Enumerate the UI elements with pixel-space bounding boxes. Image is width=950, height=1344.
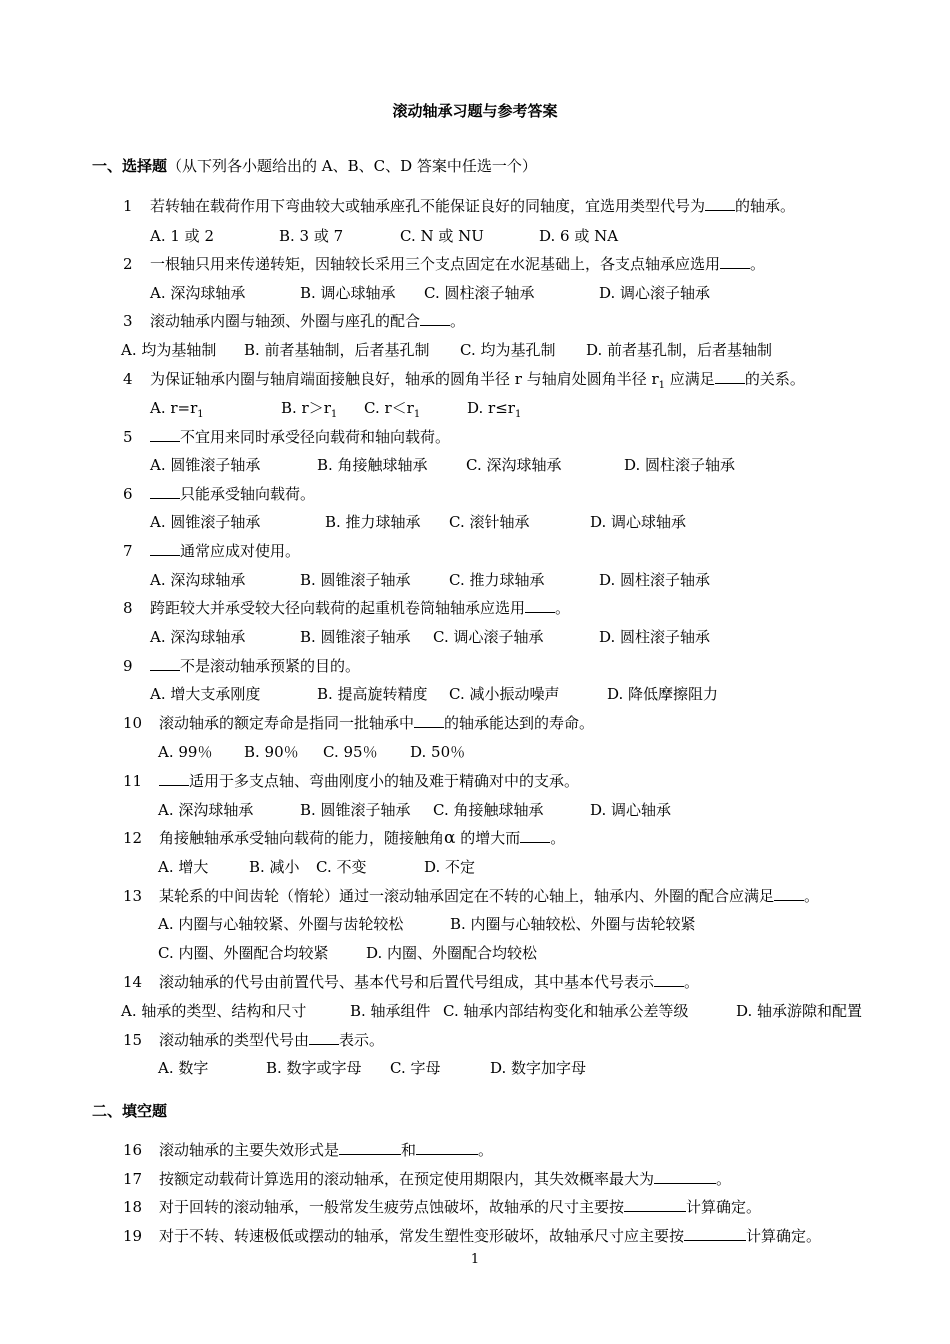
option-a: A. 深沟球轴承 [158, 801, 254, 819]
option-d: D. 轴承游隙和配置 [736, 1002, 863, 1020]
option-d: D. 调心球轴承 [590, 513, 687, 531]
question-text-end: 不是滚动轴承预紧的目的。 [180, 657, 361, 675]
question-text-end: 。 [450, 312, 466, 330]
option-d: D. 前者基孔制，后者基轴制 [586, 341, 773, 359]
question-text: 为保证轴承内圈与轴肩端面接触良好，轴承的圆角半径 r 与轴肩处圆角半径 r [150, 370, 659, 388]
question-number: 7 [123, 542, 133, 560]
option-d: D. 数字加字母 [490, 1059, 587, 1077]
option-b: B. 调心球轴承 [300, 284, 396, 302]
option-b: B. 提高旋转精度 [317, 685, 428, 703]
answer-blank [654, 1169, 716, 1184]
question-text-end: 。 [750, 255, 766, 273]
question-text-end: 只能承受轴向载荷。 [180, 485, 316, 503]
option-c: C. 字母 [390, 1059, 441, 1077]
question-number: 6 [123, 485, 133, 503]
answer-blank [654, 972, 684, 987]
option-a: A. 99％ [158, 743, 213, 761]
question-number: 16 [123, 1141, 143, 1159]
option-a: A. 增大支承刚度 [150, 685, 261, 703]
question-text: 角接触轴承承受轴向载荷的能力，随接触角 [159, 829, 445, 847]
question-number: 4 [123, 370, 133, 388]
question-text-end: 。 [804, 887, 820, 905]
question-text-end: 计算确定。 [686, 1198, 762, 1216]
answer-blank [416, 1140, 478, 1155]
question-text-mid: 应满足 [665, 370, 715, 388]
option-b: B. 减小 [249, 858, 300, 876]
option-a: A. 深沟球轴承 [150, 571, 246, 589]
option-b: B. 数字或字母 [266, 1059, 362, 1077]
option-d: D. 降低摩擦阻力 [607, 685, 719, 703]
question-12 [123, 828, 565, 848]
answer-blank [150, 656, 180, 671]
question-text-end: 的关系。 [744, 370, 805, 388]
answer-blank [414, 713, 444, 728]
option-b: B. 圆锥滚子轴承 [300, 801, 411, 819]
question-text: 滚动轴承的代号由前置代号、基本代号和后置代号组成，其中基本代号表示 [159, 973, 655, 991]
option-c: C. 调心滚子轴承 [433, 628, 544, 646]
question-1 [123, 196, 795, 216]
question-number: 14 [123, 973, 143, 991]
question-text-end: 。 [478, 1141, 494, 1159]
option-c: C. 角接触球轴承 [433, 801, 544, 819]
question-number: 8 [123, 599, 133, 617]
question-3 [123, 311, 465, 331]
question-text-mid: 和 [401, 1141, 417, 1159]
question-text: 对于回转的滚动轴承，一般常发生疲劳点蚀破坏，故轴承的尺寸主要按 [159, 1198, 625, 1216]
option-c: C. 内圈、外圈配合均较紧 [158, 944, 329, 962]
question-number: 19 [123, 1227, 143, 1245]
question-text: 滚动轴承的类型代号由 [159, 1031, 310, 1049]
question-16 [123, 1140, 493, 1160]
option-d: D. 圆柱滚子轴承 [599, 571, 711, 589]
question-text-end: 表示。 [339, 1031, 385, 1049]
question-text: 滚动轴承的额定寿命是指同一批轴承中 [159, 714, 415, 732]
option-c: C. 轴承内部结构变化和轴承公差等级 [443, 1002, 689, 1020]
option-d: D. 圆柱滚子轴承 [599, 628, 711, 646]
question-number: 10 [123, 714, 143, 732]
option-a: A. 均为基轴制 [121, 341, 217, 359]
question-text: 某轮系的中间齿轮（惰轮）通过一滚动轴承固定在不转的心轴上，轴承内、外圈的配合应满足 [159, 887, 775, 905]
question-11 [123, 771, 579, 791]
answer-blank [715, 369, 745, 384]
section-note: （从下列各小题给出的 A、B、C、D 答案中任选一个） [167, 157, 537, 175]
section-heading-text: 一、选择题 [92, 157, 168, 175]
question-text-mid: 的增大而 [455, 829, 521, 847]
question-text-end: 的轴承。 [735, 197, 796, 215]
option-c: C. 减小振动噪声 [449, 685, 560, 703]
option-d: D. 调心轴承 [590, 801, 672, 819]
option-a: A. 深沟球轴承 [150, 628, 246, 646]
question-5 [123, 427, 450, 447]
option-a: A. 圆锥滚子轴承 [150, 513, 261, 531]
question-text-end: 。 [716, 1170, 732, 1188]
option-b: B. 90％ [244, 743, 299, 761]
alpha-symbol: α [444, 828, 456, 848]
option-c: C. N 或 NU [400, 227, 484, 245]
option-a: A. 1 或 2 [150, 227, 214, 245]
option-d: D. 6 或 NA [539, 227, 619, 245]
question-text-end: 计算确定。 [746, 1227, 822, 1245]
option-a: A. 增大 [158, 858, 209, 876]
option-b: B. 轴承组件 [350, 1002, 431, 1020]
question-14 [123, 972, 699, 992]
option-a: A. 深沟球轴承 [150, 284, 246, 302]
option-c: C. 深沟球轴承 [466, 456, 562, 474]
answer-blank [684, 1226, 746, 1241]
question-text-end: 。 [550, 829, 566, 847]
page-title: 滚动轴承习题与参考答案 [392, 102, 558, 120]
option-b: B. 圆锥滚子轴承 [300, 571, 411, 589]
question-text-end: 的轴承能达到的寿命。 [444, 714, 595, 732]
option-a: A. $r=r_1$ [150, 399, 204, 420]
question-text: 一根轴只用来传递转矩，因轴较长采用三个支点固定在水泥基础上，各支点轴承应选用 [150, 255, 721, 273]
answer-blank [624, 1197, 686, 1212]
page-number: 1 [470, 1252, 480, 1267]
question-2 [123, 254, 765, 274]
subscript: 1 [658, 380, 666, 391]
question-19 [123, 1226, 821, 1246]
option-d: D. 50％ [410, 743, 466, 761]
question-number: 13 [123, 887, 143, 905]
option-b: B. 推力球轴承 [325, 513, 421, 531]
question-17 [123, 1169, 731, 1189]
answer-blank [159, 771, 189, 786]
option-c: C. 推力球轴承 [449, 571, 545, 589]
question-13 [123, 886, 819, 906]
option-d: D. $r\le r_1$ [467, 399, 522, 420]
question-4 [123, 369, 805, 389]
question-text-end: 。 [684, 973, 700, 991]
option-c: C. 滚针轴承 [449, 513, 530, 531]
option-c: C. 圆柱滚子轴承 [424, 284, 535, 302]
answer-blank [774, 886, 804, 901]
question-8 [123, 598, 570, 618]
question-number: 11 [123, 772, 143, 790]
option-d: D. 调心滚子轴承 [599, 284, 711, 302]
option-a: A. 内圈与心轴较紧、外圈与齿轮较松 [158, 915, 404, 933]
option-c: C. 不变 [316, 858, 367, 876]
question-number: 12 [123, 829, 143, 847]
question-text: 若转轴在载荷作用下弯曲较大或轴承座孔不能保证良好的同轴度，宜选用类型代号为 [150, 197, 706, 215]
question-number: 3 [123, 312, 133, 330]
question-number: 17 [123, 1170, 143, 1188]
question-15 [123, 1030, 384, 1050]
section-heading-choice [92, 155, 537, 176]
option-c: C. 均为基孔制 [460, 341, 556, 359]
question-text: 跨距较大并承受较大径向载荷的起重机卷筒轴轴承应选用 [150, 599, 526, 617]
answer-blank [520, 828, 550, 843]
question-text-end: 适用于多支点轴、弯曲刚度小的轴及难于精确对中的支承。 [189, 772, 580, 790]
answer-blank [705, 196, 735, 211]
answer-blank [339, 1140, 401, 1155]
answer-blank [150, 484, 180, 499]
answer-blank [525, 598, 555, 613]
answer-blank [150, 427, 180, 442]
option-b: B. 角接触球轴承 [317, 456, 428, 474]
option-b: B. $r>r_1$ [281, 399, 338, 420]
option-a: A. 数字 [158, 1059, 209, 1077]
question-number: 1 [123, 197, 133, 215]
question-text: 对于不转、转速极低或摆动的轴承，常发生塑性变形破坏，故轴承尺寸应主要按 [159, 1227, 685, 1245]
option-a: A. 圆锥滚子轴承 [150, 456, 261, 474]
option-c: C. $r<r_1$ [364, 399, 421, 420]
question-text-end: 。 [555, 599, 571, 617]
question-6 [123, 484, 315, 504]
question-text: 滚动轴承的主要失效形式是 [159, 1141, 340, 1159]
question-7 [123, 541, 300, 561]
answer-blank [720, 254, 750, 269]
question-9 [123, 656, 360, 676]
question-number: 2 [123, 255, 133, 273]
question-text-end: 不宜用来同时承受径向载荷和轴向载荷。 [180, 428, 451, 446]
option-d: D. 内圈、外圈配合均较松 [366, 944, 538, 962]
option-b: B. 前者基轴制，后者基孔制 [244, 341, 430, 359]
answer-blank [420, 311, 450, 326]
question-number: 5 [123, 428, 133, 446]
option-a: A. 轴承的类型、结构和尺寸 [121, 1002, 307, 1020]
answer-blank [309, 1030, 339, 1045]
question-text-end: 通常应成对使用。 [180, 542, 301, 560]
option-d: D. 不定 [424, 858, 476, 876]
option-b: B. 内圈与心轴较松、外圈与齿轮较紧 [450, 915, 696, 933]
option-d: D. 圆柱滚子轴承 [624, 456, 736, 474]
question-number: 9 [123, 657, 133, 675]
section-heading-fill: 二、填空题 [92, 1102, 168, 1120]
question-number: 15 [123, 1031, 143, 1049]
question-18 [123, 1197, 761, 1217]
question-number: 18 [123, 1198, 143, 1216]
option-c: C. 95％ [323, 743, 378, 761]
option-b: B. 圆锥滚子轴承 [300, 628, 411, 646]
option-b: B. 3 或 7 [279, 227, 344, 245]
question-text: 按额定动载荷计算选用的滚动轴承，在预定使用期限内，其失效概率最大为 [159, 1170, 655, 1188]
answer-blank [150, 541, 180, 556]
question-text: 滚动轴承内圈与轴颈、外圈与座孔的配合 [150, 312, 421, 330]
question-10 [123, 713, 594, 733]
